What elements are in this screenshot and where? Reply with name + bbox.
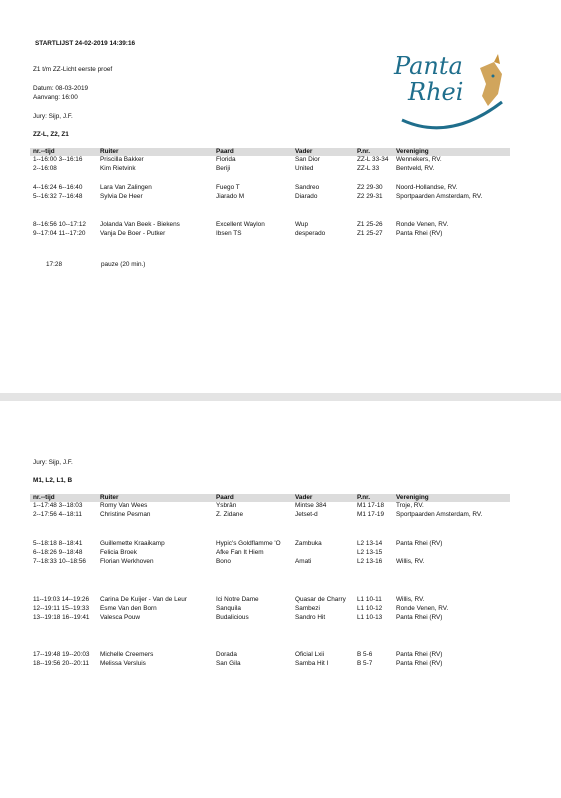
cell-nr-tijd: 1--16:00 3--16:16 xyxy=(33,156,83,163)
col-header-pnr: P.nr. xyxy=(357,494,371,501)
cell-pnr: B 5-6 xyxy=(357,651,373,658)
cell-nr-tijd: 17--19:48 19--20:03 xyxy=(33,651,90,658)
class-heading: M1, L2, L1, B xyxy=(33,477,73,484)
col-header-vereniging: Vereniging xyxy=(396,494,429,501)
cell-vereniging: Panta Rhei (RV) xyxy=(396,540,443,547)
cell-vereniging: Panta Rhei (RV) xyxy=(396,614,443,621)
table-header-2 xyxy=(30,494,510,502)
cell-vader: Zambuka xyxy=(295,540,322,547)
cell-vader: Wup xyxy=(295,221,309,228)
cell-ruiter: Romy Van Wees xyxy=(100,502,148,509)
cell-ruiter: Christine Pesman xyxy=(100,511,151,518)
cell-ruiter: Michelle Creemers xyxy=(100,651,154,658)
col-header-paard: Paard xyxy=(216,148,234,155)
cell-paard: Hypic's Goldflamme 'O xyxy=(216,540,281,547)
cell-ruiter: Carina De Kuijer - Van de Leur xyxy=(100,596,187,603)
cell-pnr: Z2 29-30 xyxy=(357,184,383,191)
cell-paard: Fuego T xyxy=(216,184,240,191)
cell-pnr: L1 10-12 xyxy=(357,605,383,612)
cell-ruiter: Sylvia De Heer xyxy=(100,193,143,200)
cell-vereniging: Willis, RV. xyxy=(396,558,425,565)
col-header-vader: Vader xyxy=(295,148,313,155)
cell-paard: Afke Fan It Hiem xyxy=(216,549,264,556)
cell-nr-tijd: 5--16:32 7--16:48 xyxy=(33,193,83,200)
cell-vereniging: Sportpaarden Amsterdam, RV. xyxy=(396,193,483,200)
cell-vader: Oficial Lxii xyxy=(295,651,325,658)
cell-vereniging: Ronde Venen, RV. xyxy=(396,605,449,612)
cell-vereniging: Troje, RV. xyxy=(396,502,424,509)
cell-vader: Sandro Hit xyxy=(295,614,326,621)
cell-pnr: L1 10-13 xyxy=(357,614,383,621)
cell-pnr: ZZ-L 33-34 xyxy=(357,156,389,163)
cell-ruiter: Felicia Broek xyxy=(100,549,137,556)
class-heading: ZZ-L, Z2, Z1 xyxy=(33,131,69,138)
cell-paard: Sanquila xyxy=(216,605,241,612)
cell-ruiter: Valesca Pouw xyxy=(100,614,141,621)
cell-vereniging: Wennekers, RV. xyxy=(396,156,442,163)
cell-vader: desperado xyxy=(295,230,326,237)
cell-paard: Beriji xyxy=(216,165,231,172)
cell-ruiter: Melissa Versluis xyxy=(100,660,146,667)
cell-vader: Sandreo xyxy=(295,184,320,191)
cell-paard: Ysbrân xyxy=(216,502,237,509)
cell-paard: Ibsen TS xyxy=(216,230,242,237)
cell-vereniging: Noord-Hollandse, RV. xyxy=(396,184,458,191)
cell-nr-tijd: 8--16:56 10--17:12 xyxy=(33,221,86,228)
cell-paard: Bono xyxy=(216,558,231,565)
cell-ruiter: Esme Van den Born xyxy=(100,605,157,612)
cell-pnr: M1 17-19 xyxy=(357,511,384,518)
cell-paard: Dorada xyxy=(216,651,237,658)
cell-paard: Florida xyxy=(216,156,236,163)
cell-vader: United xyxy=(295,165,314,172)
cell-nr-tijd: 2--16:08 xyxy=(33,165,57,172)
cell-paard: San Gila xyxy=(216,660,241,667)
cell-vader: Jetset-d xyxy=(295,511,318,518)
cell-paard: Z. Zidane xyxy=(216,511,243,518)
cell-ruiter: Kim Rietvink xyxy=(100,165,136,172)
cell-paard: Ici Notre Dame xyxy=(216,596,259,603)
cell-vereniging: Panta Rhei (RV) xyxy=(396,230,443,237)
cell-ruiter: Jolanda Van Beek - Biekens xyxy=(100,221,180,228)
cell-vereniging: Sportpaarden Amsterdam, RV. xyxy=(396,511,483,518)
cell-pnr: Z1 25-26 xyxy=(357,221,383,228)
cell-vader: Amati xyxy=(295,558,312,565)
panta-rhei-logo xyxy=(390,50,510,135)
col-header-vader: Vader xyxy=(295,494,313,501)
cell-vader: Samba Hit I xyxy=(295,660,329,667)
cell-nr-tijd: 6--18:26 9--18:48 xyxy=(33,549,83,556)
cell-vader: Mintse 384 xyxy=(295,502,327,509)
cell-nr-tijd: 9--17:04 11--17:20 xyxy=(33,230,86,237)
cell-ruiter: Guillemette Kraaikamp xyxy=(100,540,165,547)
cell-ruiter: Florian Werkhoven xyxy=(100,558,154,565)
cell-nr-tijd: 13--19:18 16--19:41 xyxy=(33,614,90,621)
cell-ruiter: Priscilla Bakker xyxy=(100,156,144,163)
cell-vader: Diarado xyxy=(295,193,318,200)
logo-text-panta: Panta xyxy=(394,52,463,80)
logo-text-rhei: Rhei xyxy=(408,78,464,106)
cell-vereniging: Willis, RV. xyxy=(396,596,425,603)
page-title: STARTLIJST 24-02-2019 14:39:16 xyxy=(35,40,136,47)
cell-ruiter: Lara Van Zalingen xyxy=(100,184,152,191)
cell-paard: Jiarado M xyxy=(216,193,245,200)
cell-vader: San Dior xyxy=(295,156,320,163)
col-header-paard: Paard xyxy=(216,494,234,501)
col-header-ruiter: Ruiter xyxy=(100,148,119,155)
cell-pnr: L2 13-14 xyxy=(357,540,383,547)
document-page-2 xyxy=(0,401,561,798)
start-time: Aanvang: 16:00 xyxy=(33,94,78,101)
cell-vereniging: Panta Rhei (RV) xyxy=(396,651,443,658)
cell-nr-tijd: 11--19:03 14--19:26 xyxy=(33,596,90,603)
cell-pnr: L2 13-15 xyxy=(357,549,383,556)
col-header-vereniging: Vereniging xyxy=(396,148,429,155)
cell-vereniging: Panta Rhei (RV) xyxy=(396,660,443,667)
cell-pnr: L2 13-16 xyxy=(357,558,383,565)
pause-time: 17:28 xyxy=(46,261,62,268)
document-page-1 xyxy=(0,0,561,393)
jury: Jury: Sijp, J.F. xyxy=(33,113,73,120)
cell-vereniging: Ronde Venen, RV. xyxy=(396,221,449,228)
cell-nr-tijd: 7--18:33 10--18:56 xyxy=(33,558,86,565)
cell-vader: Sambezi xyxy=(295,605,320,612)
cell-nr-tijd: 12--19:11 15--19:33 xyxy=(33,605,90,612)
cell-nr-tijd: 4--16:24 6--16:40 xyxy=(33,184,83,191)
cell-pnr: B 5-7 xyxy=(357,660,373,667)
cell-nr-tijd: 1--17:48 3--18:03 xyxy=(33,502,83,509)
cell-nr-tijd: 18--19:56 20--20:11 xyxy=(33,660,90,667)
date: Datum: 08-03-2019 xyxy=(33,85,89,92)
cell-paard: Excellent Waylon xyxy=(216,221,265,228)
col-header-pnr: P.nr. xyxy=(357,148,371,155)
cell-ruiter: Vanja De Boer - Putker xyxy=(100,230,166,237)
cell-pnr: L1 10-11 xyxy=(357,596,382,603)
cell-vereniging: Bentveld, RV. xyxy=(396,165,435,172)
cell-pnr: M1 17-18 xyxy=(357,502,384,509)
cell-nr-tijd: 2--17:56 4--18:11 xyxy=(33,511,82,518)
cell-nr-tijd: 5--18:18 8--18:41 xyxy=(33,540,83,547)
pause-label: pauze (20 min.) xyxy=(101,261,146,268)
table-header-1 xyxy=(30,148,510,156)
col-header-nr: nr.--tijd xyxy=(33,148,55,155)
cell-paard: Budalicious xyxy=(216,614,249,621)
cell-pnr: Z1 25-27 xyxy=(357,230,383,237)
cell-vader: Quasar de Charry xyxy=(295,596,346,603)
col-header-ruiter: Ruiter xyxy=(100,494,119,501)
jury: Jury: Sijp, J.F. xyxy=(33,459,73,466)
subtitle: Z1 t/m ZZ-Licht eerste proef xyxy=(33,66,113,73)
cell-pnr: ZZ-L 33 xyxy=(357,165,380,172)
cell-pnr: Z2 29-31 xyxy=(357,193,383,200)
col-header-nr: nr.--tijd xyxy=(33,494,55,501)
